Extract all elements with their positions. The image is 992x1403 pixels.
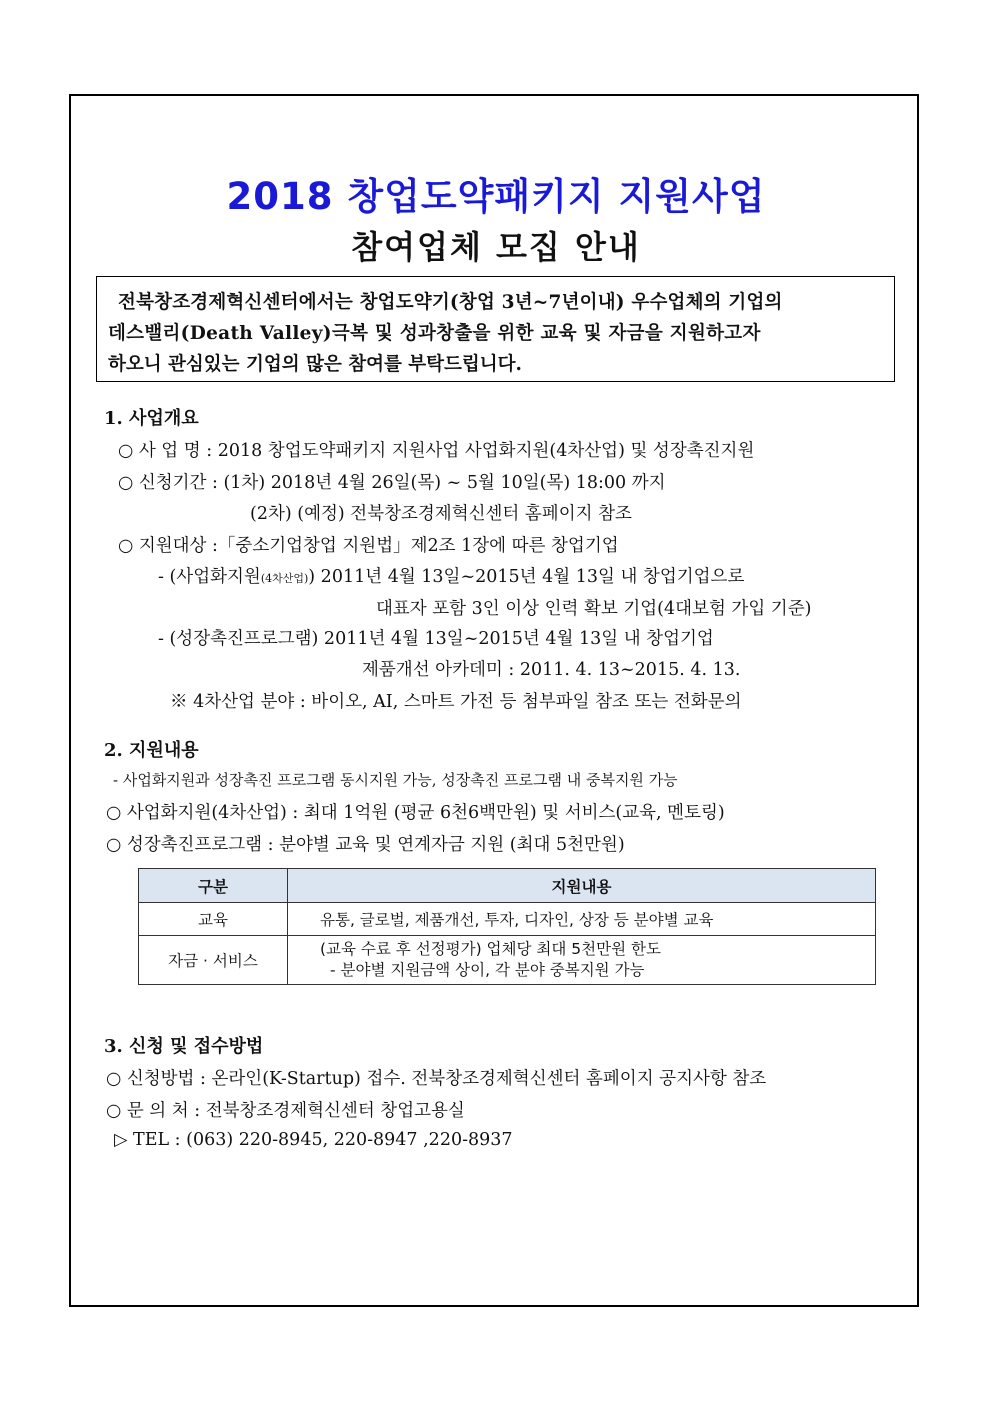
target-commercialization-line: - (사업화지원(4차산업)) 2011년 4월 13일~2015년 4월 13일 내 창업기업으로	[158, 567, 745, 587]
intro-line-2: 데스밸리(Death Valley)극복 및 성과창출을 위한 교육 및 자금을 지원하고자	[108, 323, 761, 344]
application-period-second: (2차) (예정) 전북창조경제혁신센터 홈페이지 참조	[250, 504, 632, 524]
section2-heading: 2. 지원내용	[104, 740, 199, 761]
table-header-content: 지원내용	[288, 869, 876, 903]
table-row	[139, 903, 876, 936]
table-header-row	[139, 869, 876, 903]
document-subtitle: 참여업체 모집 안내	[351, 228, 641, 266]
table-cell-category: 교육	[139, 903, 288, 936]
application-method-line: ○ 신청방법 : 온라인(K-Startup) 접수. 전북창조경제혁신센터 홈페이지 공지사항 참조	[106, 1069, 767, 1089]
target-growth-line2: 제품개선 아카데미 : 2011. 4. 13~2015. 4. 13.	[362, 660, 741, 680]
contact-line: ○ 문 의 처 : 전북창조경제혁신센터 창업고용실	[106, 1101, 465, 1121]
table-cell-content: 유통, 글로벌, 제품개선, 투자, 디자인, 상장 등 분야별 교육	[288, 903, 876, 936]
commercialization-support-item: ○ 사업화지원(4차산업) : 최대 1억원 (평균 6천6백만원) 및 서비스(교육, 멘토링)	[106, 803, 725, 823]
section3-heading: 3. 신청 및 접수방법	[104, 1036, 264, 1057]
application-period-line: ○ 신청기간 : (1차) 2018년 4월 26일(목) ~ 5월 10일(목) 18:00 까지	[118, 473, 666, 493]
document-title: 2018 창업도약패키지 지원사업	[226, 175, 766, 218]
industry-note: ※ 4차산업 분야 : 바이오, AI, 스마트 가전 등 첨부파일 참조 또는 전화문의	[170, 692, 742, 712]
target-growth-line: - (성장촉진프로그램) 2011년 4월 13일~2015년 4월 13일 내 창업기업	[158, 629, 714, 649]
intro-line-1: 전북창조경제혁신센터에서는 창업도약기(창업 3년~7년이내) 우수업체의 기업의	[118, 292, 783, 313]
table-cell-content-line2: - 분야별 지원금액 상이, 각 분야 중복지원 가능	[330, 961, 645, 979]
table-cell-content	[288, 936, 876, 985]
growth-program-item: ○ 성장촉진프로그램 : 분야별 교육 및 연계자금 지원 (최대 5천만원)	[106, 835, 625, 855]
table-row	[139, 936, 876, 985]
table-cell-category: 자금 · 서비스	[139, 936, 288, 985]
intro-line-3: 하오니 관심있는 기업의 많은 참여를 부탁드립니다.	[108, 354, 522, 375]
target-commercialization-line2: 대표자 포함 3인 이상 인력 확보 기업(4대보험 가입 기준)	[376, 599, 812, 619]
table-cell-content-line1: (교육 수료 후 선정평가) 업체당 최대 5천만원 한도	[320, 940, 661, 958]
support-target-line: ○ 지원대상 :「중소기업창업 지원법」제2조 1장에 따른 창업기업	[118, 536, 619, 556]
telephone-line: ▷ TEL : (063) 220-8945, 220-8947 ,220-8937	[114, 1130, 513, 1150]
business-name-line: ○ 사 업 명 : 2018 창업도약패키지 지원사업 사업화지원(4차산업) 및 성장촉진지원	[118, 441, 755, 461]
section1-heading: 1. 사업개요	[104, 408, 199, 429]
duplicate-support-note: - 사업화지원과 성장촉진 프로그램 동시지원 가능, 성장촉진 프로그램 내 중복지원 가능	[113, 771, 678, 789]
table-header-category: 구분	[139, 869, 288, 903]
support-content-table	[138, 868, 876, 985]
